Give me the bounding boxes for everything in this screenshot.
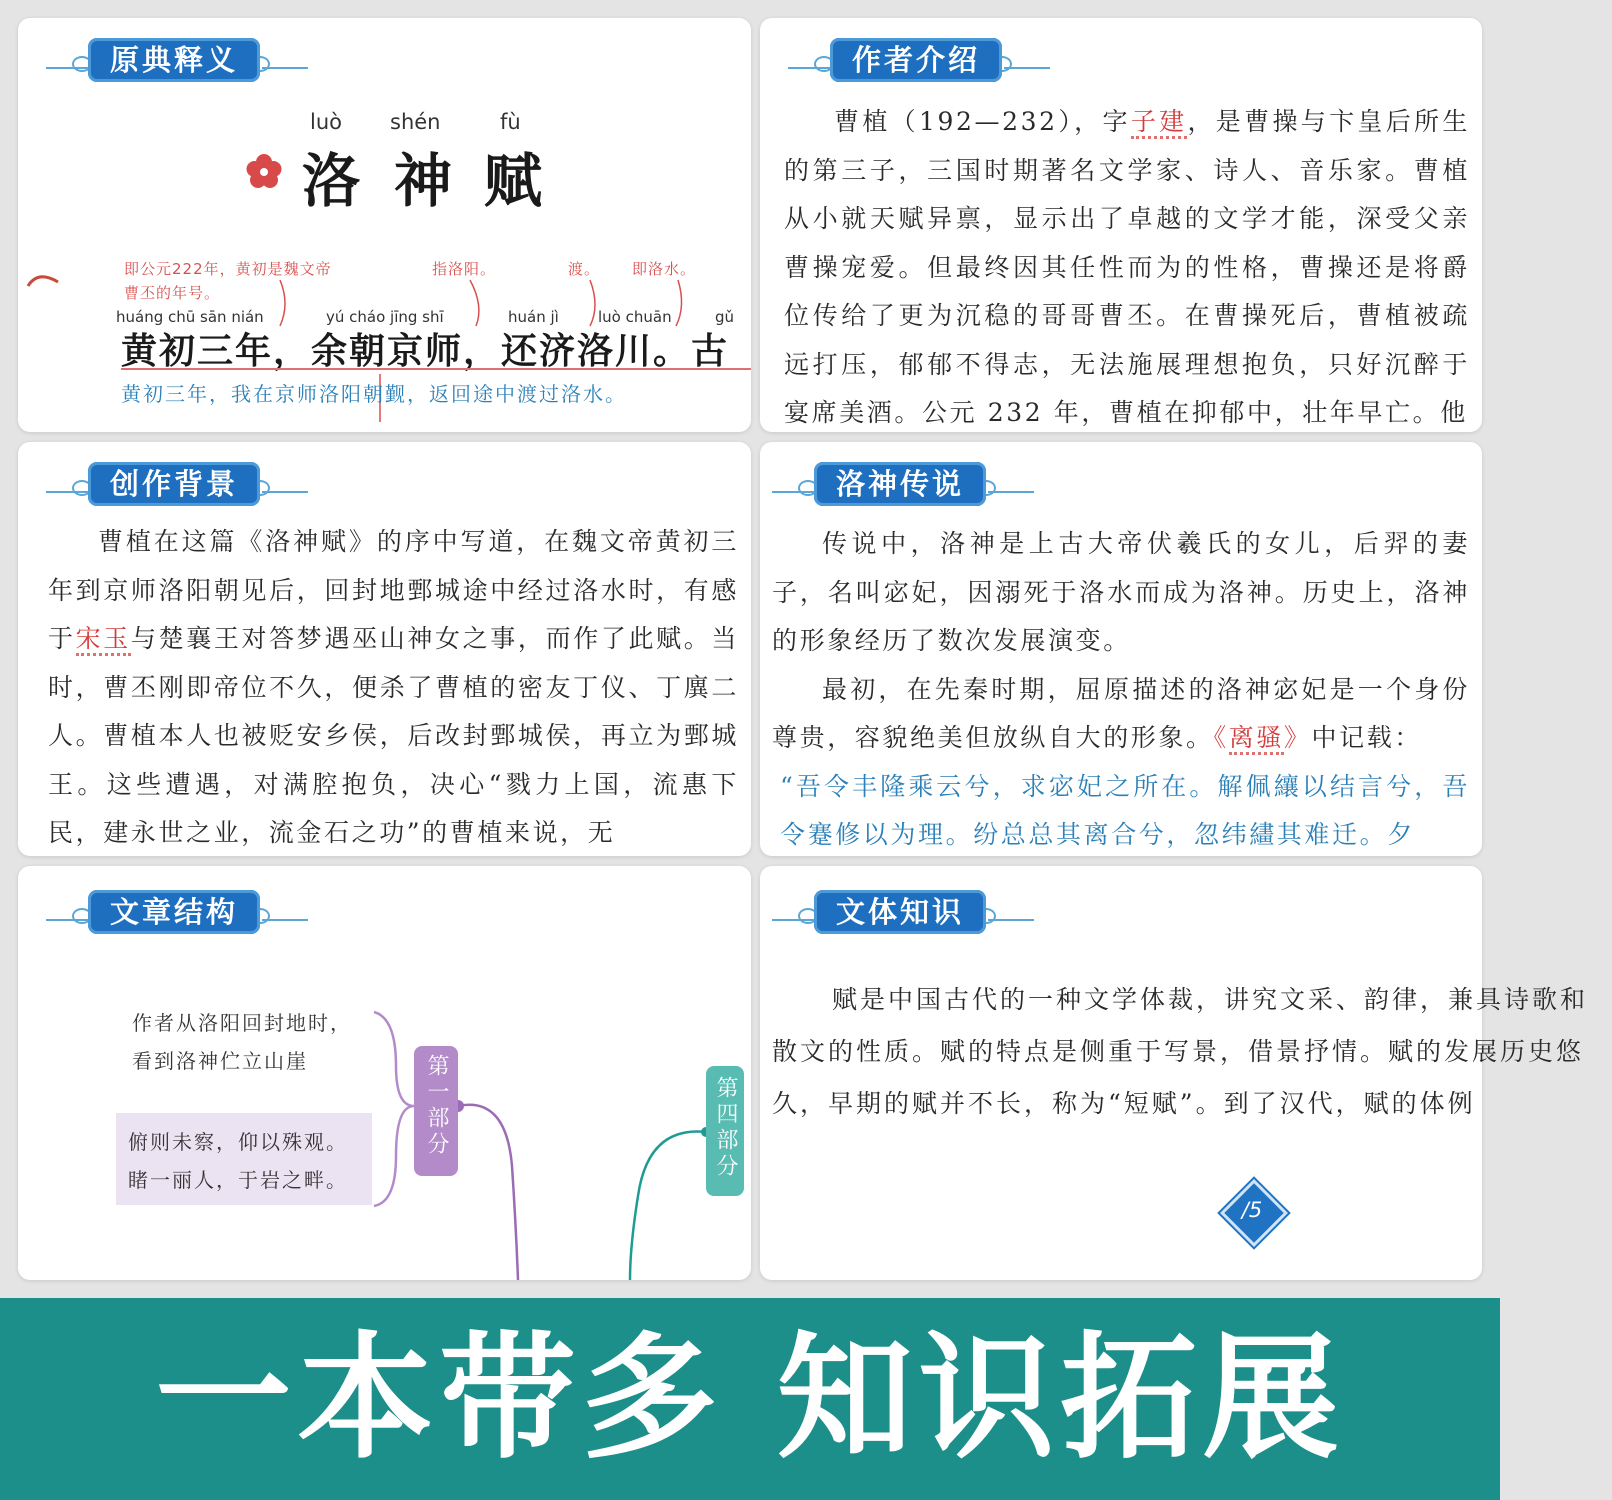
panel-background xyxy=(18,442,751,856)
book-bracket-close: 》 xyxy=(1283,723,1312,752)
structure-quote-line-1: 俯则未察，仰以殊观。 xyxy=(128,1130,348,1154)
li-sao: 离骚 xyxy=(1229,723,1284,755)
section-header-label: 文体知识 xyxy=(814,890,986,934)
part-four-label: 第四部分 xyxy=(713,1076,738,1180)
structure-desc-line-1: 作者从洛阳回封地时， xyxy=(132,1011,352,1035)
structure-quote-line-2: 睹一丽人，于岩之畔。 xyxy=(128,1168,348,1192)
line-pinyin-4: luò chuān xyxy=(598,308,672,326)
part-four-tag xyxy=(706,1066,744,1196)
background-text-a: 曹植在这篇《洛神赋》的序中写道，在魏文帝黄初三年到京师洛阳朝见后，回封地鄄城途中经过洛水时，有感于 xyxy=(48,527,739,653)
legend-paragraph-1: 传说中，洛神是上古大帝伏羲氏的女儿，后羿的妻子，名叫宓妃，因溺死于洛水而成为洛神。历史上，洛神的形象经历了数次发展演变。 xyxy=(772,529,1470,655)
line-underline xyxy=(121,368,751,370)
original-line: 黄初三年，余朝京师，还济洛川。古 xyxy=(121,330,730,372)
title-pinyin-2: shén xyxy=(390,110,441,134)
legend-quote: “吾令丰隆乘云兮，求宓妃之所在。解佩纕以结言兮，吾令蹇修以为理。纷总总其离合兮，忽纬繣其难迁。夕 xyxy=(780,771,1470,849)
background-paragraph xyxy=(48,518,739,858)
genre-text-clip xyxy=(772,974,1589,1134)
panel-genre xyxy=(760,866,1589,1280)
section-header-label: 洛神传说 xyxy=(814,462,986,506)
line-pinyin-2: yú cháo jīng shī xyxy=(326,308,444,326)
song-yu: 宋玉 xyxy=(76,624,131,656)
title-char-2: 神 xyxy=(394,147,453,215)
line-pinyin-1: huáng chū sān nián xyxy=(116,308,264,326)
banner-text: 一本带多 知识拓展 xyxy=(155,1320,1345,1478)
note-year: 即公元222年，黄初是魏文帝 xyxy=(124,260,332,278)
section-header-label: 原典释义 xyxy=(88,38,260,82)
background-text-b: 与楚襄王对答梦遇巫山神女之事，而作了此赋。当时，曹丕刚即帝位不久，便杀了曹植的密友丁仪、丁廙二人。曹植本人也被贬安乡侯，后改封鄄城侯，再立为鄄城王。这些遭遇，对满腔抱负，决心“戮力上国，流惠下民，建永世之业，流金石之功”的曹植来说，无 xyxy=(48,624,740,847)
book-bracket-open: 《 xyxy=(1213,723,1229,752)
section-header-label: 创作背景 xyxy=(88,462,260,506)
title-char-1: 洛 xyxy=(302,147,361,215)
structure-desc-line-2: 看到洛神伫立山崖 xyxy=(132,1049,308,1073)
panel-original-text xyxy=(18,18,751,432)
section-header xyxy=(46,34,308,84)
section-header xyxy=(788,34,1050,84)
panel-legend xyxy=(760,442,1482,856)
title-pinyin-3: fù xyxy=(500,110,521,134)
translation: 黄初三年，我在京师洛阳朝觐，返回途中渡过洛水。 xyxy=(121,382,627,406)
section-header xyxy=(46,458,308,508)
promo-banner xyxy=(0,1298,1500,1500)
part-one-tag xyxy=(414,1046,458,1176)
line-pinyin-5: gǔ xyxy=(715,308,735,326)
section-header xyxy=(772,886,1034,936)
legend-text-b: 中记载： xyxy=(1311,723,1422,752)
section-header xyxy=(772,458,1034,508)
section-header-label: 文章结构 xyxy=(88,890,260,934)
legend-text-a: 最初，在先秦时期，屈原描述的洛神宓妃是一个身份尊贵，容貌绝美但放纵自大的形象。 xyxy=(772,674,1470,752)
section-header-label: 作者介绍 xyxy=(830,38,1002,82)
line-pinyin-3: huán jì xyxy=(508,308,559,326)
part-one-label: 第一部分 xyxy=(424,1054,449,1158)
note-luo-river: 即洛水。 xyxy=(632,260,697,278)
panel-structure xyxy=(18,866,751,1280)
title-char-3: 赋 xyxy=(484,147,543,215)
author-paragraph xyxy=(784,98,1470,438)
note-year-2: 曹丕的年号。 xyxy=(124,284,221,302)
genre-paragraph: 赋是中国古代的一种文学体裁，讲究文采、韵律，兼具诗歌和散文的性质。赋的特点是侧重于写景，借景抒情。赋的发展历史悠久，早期的赋并不长，称为“短赋”。到了汉代，赋的体例 xyxy=(772,985,1589,1118)
legend-paragraph-2 xyxy=(772,666,1470,763)
page-number: /5 xyxy=(1241,1198,1263,1222)
mindmap-connectors xyxy=(18,866,751,1280)
title-pinyin-1: luò xyxy=(310,110,342,134)
decorative-swirl-icon xyxy=(24,264,64,294)
note-cross: 渡。 xyxy=(568,260,601,278)
author-text-a: 曹植（192—232），字 xyxy=(834,107,1131,136)
legend-paragraphs xyxy=(772,520,1470,860)
author-text-b: ，是曹操与卞皇后所生的第三子，三国时期著名文学家、诗人、音乐家。曹植从小就天赋异禀，显示出了卓越的文学才能，深受父亲曹操宠爱。但最终因其任性而为的性格，曹操还是将爵位传给了更为沉稳的哥哥曹丕。在曹操死后，曹植被疏远打压，郁郁不得志，无法施展理想抱负，只好沉醉于宴席美酒。公元 232 年，曹植在抑郁中，壮年早亡。他 xyxy=(784,107,1470,427)
courtesy-name: 子建 xyxy=(1131,107,1188,139)
panel-author xyxy=(760,18,1482,432)
note-luoyang: 指洛阳。 xyxy=(432,260,497,278)
flower-icon xyxy=(244,152,284,192)
